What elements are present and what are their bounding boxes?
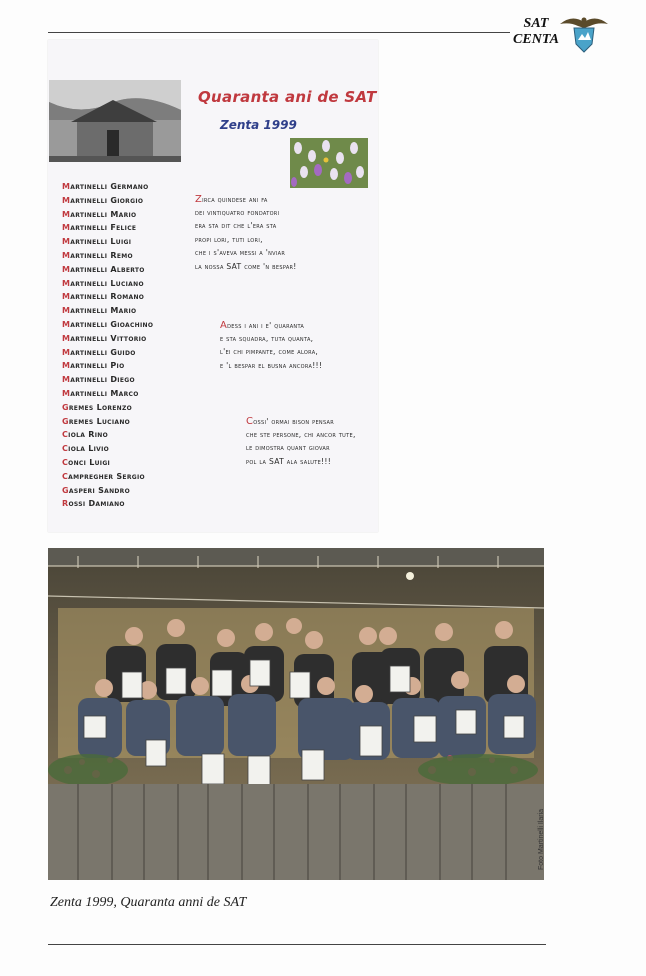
- header-title-line1: SAT: [523, 16, 549, 31]
- founder-name: Martinelli Guido: [62, 347, 136, 357]
- founder-name: Martinelli Remo: [62, 250, 133, 260]
- card-subtitle: Zenta 1999: [220, 118, 297, 132]
- poem-line: le dimostra quant giovar: [246, 443, 330, 453]
- founder-name: Gremes Lorenzo: [62, 402, 133, 412]
- poem-line: pol la SAT ala salute!!!: [246, 456, 332, 466]
- poem-line: la nossa SAT come 'n bespar!: [195, 261, 297, 271]
- poem-line: che ste persone, chi ancor tute,: [246, 429, 356, 439]
- founder-name: Martinelli Luciano: [62, 278, 144, 288]
- founder-name: Martinelli Felice: [62, 223, 137, 233]
- group-photo: [48, 548, 544, 880]
- founder-name: Ciola Livio: [62, 444, 110, 454]
- founder-name: Martinelli Alberto: [62, 264, 145, 274]
- founder-name: Martinelli Mario: [62, 306, 137, 316]
- poem-line: propi lori, tuti lori,: [195, 234, 263, 244]
- poem-line: e sta squadra, tuta quanta,: [220, 333, 314, 343]
- founder-name: Martinelli Pio: [62, 361, 125, 371]
- poem-stanza-3: [246, 416, 356, 470]
- founder-name: Campregher Sergio: [62, 471, 145, 481]
- poem-card: [48, 40, 378, 532]
- mountain-hut-photo: [49, 80, 181, 162]
- header-title-line2: CENTA: [513, 32, 559, 47]
- founder-name: Ciola Rino: [62, 430, 108, 440]
- poem-stanza-2: [220, 320, 322, 374]
- founder-name: Martinelli Vittorio: [62, 333, 147, 343]
- founder-name: Martinelli Germano: [62, 182, 149, 191]
- header-title: [511, 16, 561, 48]
- founder-name: Gremes Luciano: [62, 416, 131, 426]
- founder-name: Martinelli Luigi: [62, 237, 132, 247]
- photo-caption: Zenta 1999, Quaranta anni de SAT: [50, 895, 247, 910]
- founder-name: Martinelli Diego: [62, 375, 135, 385]
- poem-line: dei vintiquatro fondatori: [195, 207, 280, 217]
- poem-line: Adess i ani i e' quaranta: [220, 320, 305, 331]
- founder-name: Martinelli Marco: [62, 388, 139, 398]
- poem-stanza-1: [195, 194, 297, 276]
- sat-eagle-logo: [558, 10, 610, 54]
- poem-line: che i s'aveva messi a 'nviar: [195, 248, 286, 258]
- poem-line: Cossi' ormai bison pensar: [246, 416, 335, 427]
- header-rule: [48, 32, 510, 33]
- founder-name: Gasperi Sandro: [62, 485, 131, 495]
- founder-name: Martinelli Romano: [62, 292, 145, 302]
- footer-rule: [48, 944, 546, 945]
- founder-name: Rossi Damiano: [62, 499, 125, 509]
- founder-name: Martinelli Giorgio: [62, 195, 144, 205]
- founder-name: Martinelli Gioachino: [62, 319, 154, 329]
- crocus-flowers-photo: [290, 138, 368, 188]
- card-title: Quaranta ani de SAT: [198, 88, 377, 106]
- founder-name: Conci Luigi: [62, 457, 111, 467]
- poem-line: era sta dit che l'era sta: [195, 221, 277, 231]
- photo-credit: Foto Martinelli Ilaria: [538, 808, 545, 870]
- founders-list: [62, 182, 153, 513]
- poem-line: Zirca quindese ani fa: [195, 194, 268, 205]
- poem-line: e 'l bespar el busna ancora!!!: [220, 360, 323, 370]
- poem-line: l'ei chi pimpante, come alora,: [220, 347, 319, 357]
- founder-name: Martinelli Mario: [62, 209, 137, 219]
